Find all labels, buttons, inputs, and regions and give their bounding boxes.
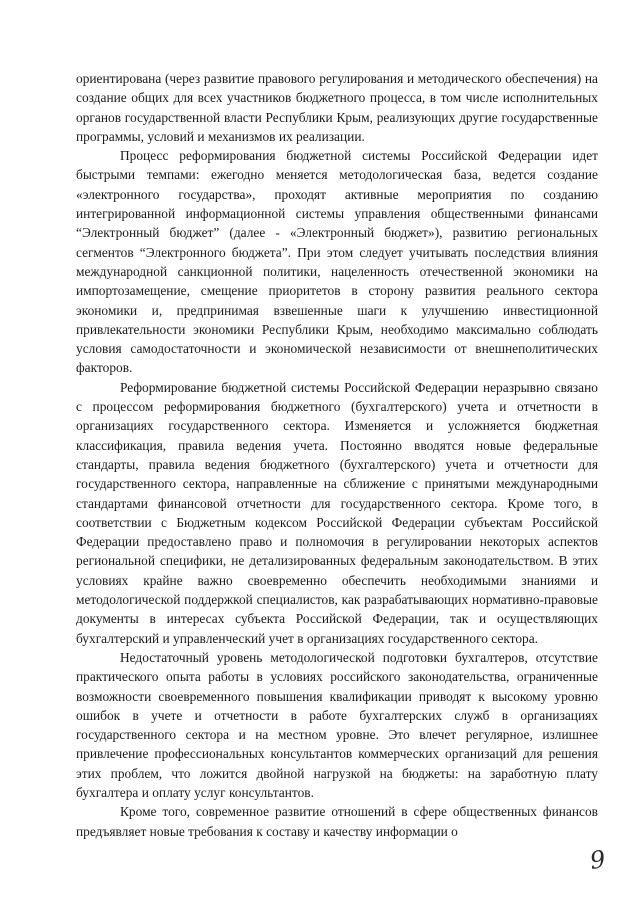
- paragraph-accounting-reform: Реформирование бюджетной системы Российской Федерации неразрывно связано с процессом реформирования бюджетного (бухгалтерского) учета и отчетности в организациях государственного сектора. Изменяется и усложняется бюджетная классификация, правила ведения учета. Постоянно вводятся новые федеральные стандарты, правила ведения бюджетного (бухгалтерского) учета и отчетности для государственного сектора, направленные на сближение с принятыми международными стандартами финансовой отчетности для государственного сектора. Кроме того, в соответствии с Бюджетным кодексом Российской Федерации субъектам Российской Федерации предоставлено право и полномочия в регулировании некоторых аспектов региональной специфики, не детализированных федеральным законодательством. В этих условиях крайне важно своевременно обеспечить необходимыми знаниями и методологической поддержкой специалистов, как разрабатывающих нормативно-правовые документы в интересах субъекта Российской Федерации, так и осуществляющих бухгалтерский и управленческий учет в организациях государственного сектора.: [76, 379, 598, 646]
- paragraph-budget-reform-process: Процесс реформирования бюджетной системы Российской Федерации идет быстрыми темпами: ежегодно меняется методологическая база, ведется создание «электронного государства», проходят активные мероприятия по созданию интегрированной информационной системы управления общественными финансами “Электронный бюджет” (далее - «Электронный бюджет»), развитию региональных сегментов “Электронного бюджета”. При этом следует учитывать последствия влияния международной санкционной политики, нацеленность отечественной экономики на импортозамещение, смещение приоритетов в сторону развития реального сектора экономики и, предпринимая взвешенные шаги к улучшению инвестиционной привлекательности экономики Республики Крым, необходимо максимально соблюдать условия самодостаточности и экономической независимости от внешнеполитических факторов.: [76, 148, 598, 376]
- document-body: [76, 69, 598, 841]
- handwritten-page-number: 9: [588, 845, 608, 875]
- paragraph-public-finance-requirements: Кроме того, современное развитие отношений в сфере общественных финансов предъявляет новые требования к составу и качеству информации о: [76, 804, 598, 839]
- paragraph-continuation: ориентирована (через развитие правового регулирования и методического обеспечения) на создание общих для всех участников бюджетного процесса, в том числе исполнительных органов государственной власти Республики Крым, реализующих другие государственные программы, условий и механизмов их реализации.: [76, 71, 598, 144]
- paragraph-methodological-training: Недостаточный уровень методологической подготовки бухгалтеров, отсутствие практического опыта работы в условиях российского законодательства, ограниченные возможности своевременного повышения квалификации приводят к высокому уровню ошибок в учете и отчетности в работе бухгалтерских служб в организациях государственного сектора и на местном уровне. Это влечет регулярное, излишнее привлечение профессиональных консультантов коммерческих организаций для решения этих проблем, что ложится двойной нагрузкой на бюджеты: на заработную плату бухгалтера и оплату услуг консультантов.: [76, 649, 598, 800]
